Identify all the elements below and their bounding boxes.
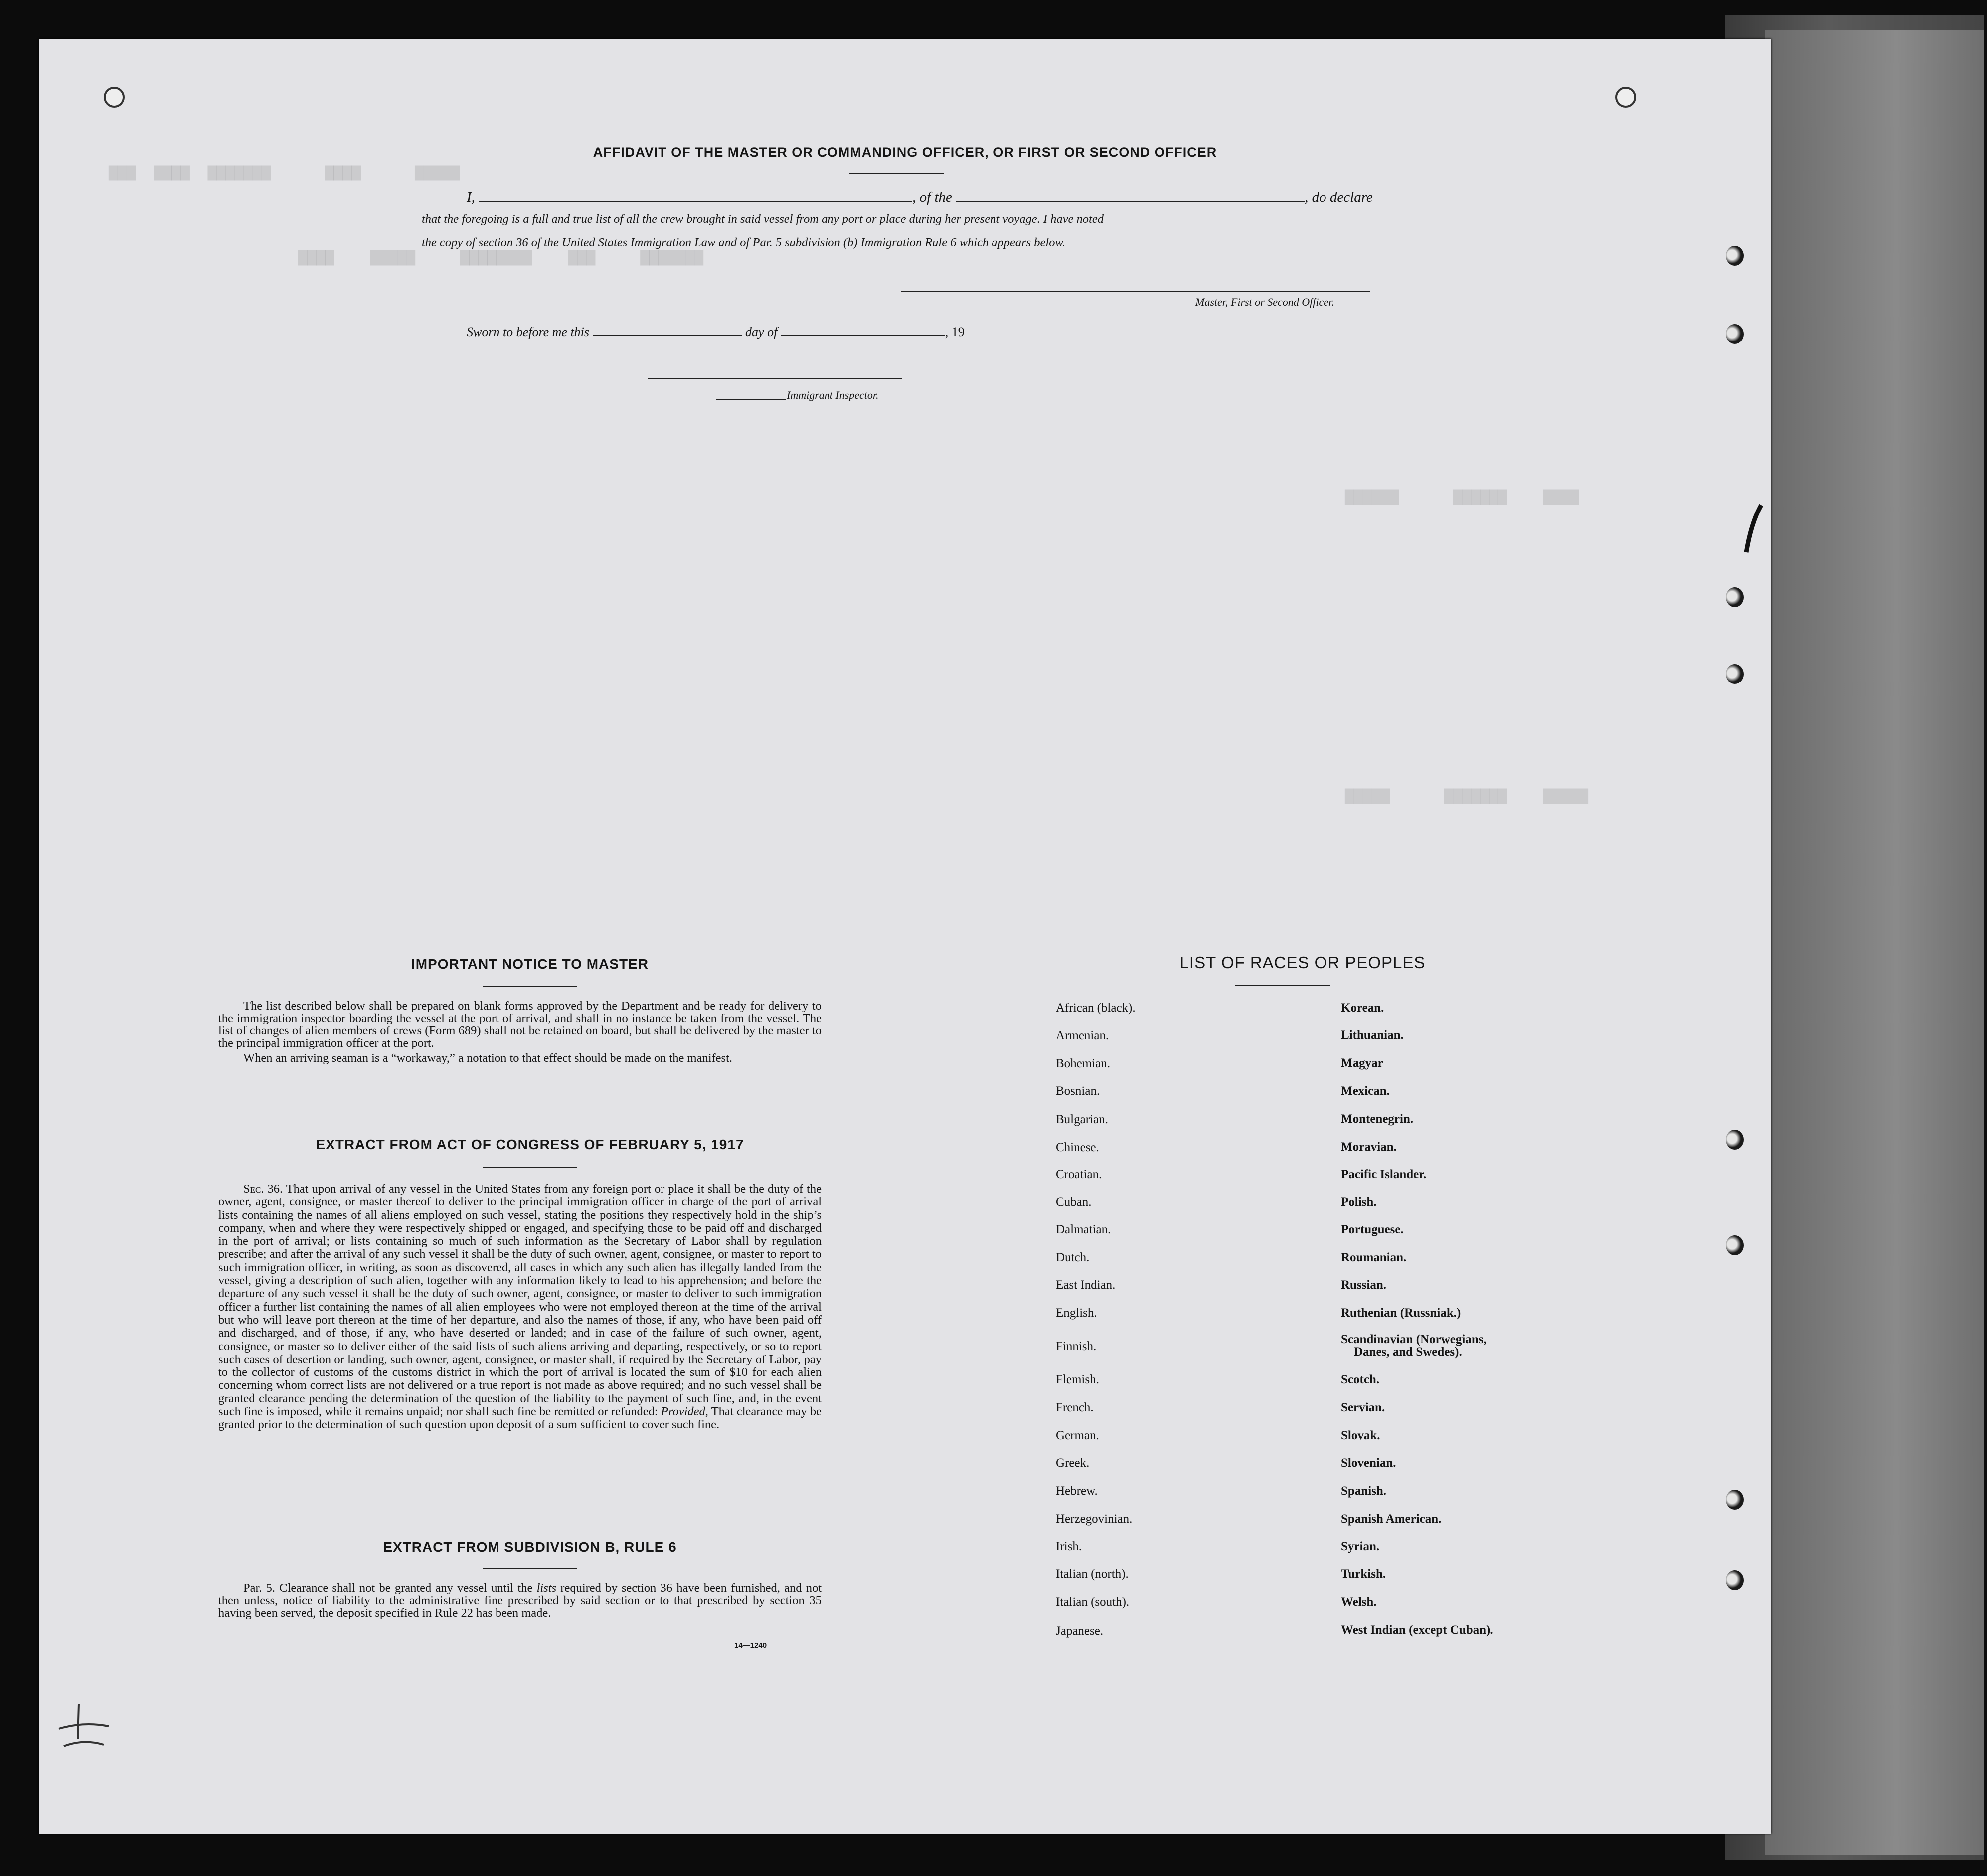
back-sheet-edge (1765, 30, 1984, 1855)
race-item: Finnish. (1056, 1340, 1097, 1353)
race-item: Greek. (1056, 1456, 1090, 1470)
race-item: Moravian. (1341, 1140, 1397, 1154)
race-item: Magyar (1341, 1056, 1383, 1070)
text-year: , 19 (945, 325, 965, 339)
race-item: Flemish. (1056, 1373, 1099, 1386)
handwritten-mark (54, 1699, 114, 1754)
race-item: Korean. (1341, 1001, 1384, 1015)
race-item: East Indian. (1056, 1278, 1116, 1292)
race-item: African (black). (1056, 1001, 1136, 1015)
punch-hole (1726, 324, 1744, 344)
extract-rule-divider (483, 1568, 577, 1569)
affidavit-line-1 (467, 189, 1373, 206)
affidavit-line-2: that the foregoing is a full and true list of all the crew brought in said vessel from any port or place during her present voyage. I have noted (422, 212, 1104, 226)
race-item: Hebrew. (1056, 1484, 1098, 1498)
pen-mark (1741, 503, 1771, 557)
punch-hole (1726, 1570, 1744, 1590)
races-divider (1235, 985, 1330, 986)
par-5-b: required by section 36 have been furnished, and not then unless, notice of liability to the administrative fine prescribed by said section or to that prescribed by section 35 having been served, the deposit specified in Rule 22 has been made. (218, 1581, 822, 1620)
race-item: French. (1056, 1401, 1094, 1414)
race-item: Pacific Islander. (1341, 1168, 1427, 1181)
race-item: Italian (north). (1056, 1567, 1129, 1581)
race-item: Dutch. (1056, 1251, 1090, 1264)
race-item: Danes, and Swedes). (1354, 1345, 1462, 1359)
show-through-shadow: ▇▇▇▇ ▇▇▇▇▇ ▇▇▇▇▇▇▇▇ ▇▇▇ ▇▇▇▇▇▇▇ (298, 248, 703, 266)
race-item: Cuban. (1056, 1195, 1092, 1209)
race-item: Ruthenian (Russniak.) (1341, 1306, 1461, 1320)
race-item: Armenian. (1056, 1029, 1109, 1042)
races-title: LIST OF RACES OR PEOPLES (1179, 953, 1426, 972)
par-5-a: Par. 5. Clearance shall not be granted any vessel until the (243, 1581, 533, 1595)
show-through-shadow: ▇▇▇▇▇ ▇▇▇▇▇▇▇ ▇▇▇▇▇ (1345, 787, 1588, 804)
sec-label: Sec. 36. (243, 1182, 283, 1195)
par-5-text (218, 1582, 822, 1619)
punch-hole (1726, 587, 1744, 607)
text-day-of: day of (745, 325, 778, 339)
race-item: Bulgarian. (1056, 1113, 1108, 1126)
race-item: Turkish. (1341, 1567, 1386, 1581)
extract-act-title: EXTRACT FROM ACT OF CONGRESS OF FEBRUARY 5, 1917 (316, 1137, 744, 1152)
race-item: Croatian. (1056, 1168, 1102, 1181)
sec-36-body: That upon arrival of any vessel in the United States from any foreign port or place it shall be the duty of the owner, agent, consignee, or master thereof to deliver to the principal immigration officer in charge of the port of arrival lists containing the names of all aliens employed on such vessel, stating the positions they respectively hold in the ship’s company, when and where they were respectively shipped or engaged, and specifying those to be paid off and discharged in the port of arrival; or lists containing so much of such information as the Secretary of Labor shall by regulation prescribe; and after the arrival of any such vessel it shall be the duty of such owner, agent, consignee, or master to report to such immigration officer, in writing, as soon as discovered, all cases in which any such alien has illegally landed from the vessel, giving a description of such alien, together with any information likely to lead to his apprehension; and before the departure of any such vessel it shall be the duty of such owner, agent, consignee, or master to deliver to such immigration officer a further list containing the names of all alien employees who were not employed thereon at the time of the arrival but who will leave port thereon at the time of her departure, and also the names of those, if any, who have been paid off and discharged, and of those, if any, who have deserted or landed; and in case of the failure of such owner, agent, consignee, or master so to deliver either of the said lists of such aliens arriving and departing, respectively, or so to report such cases of desertion or landing, such owner, agent, consignee, or master shall, if required by the Secretary of Labor, pay to the collector of customs of the customs district in which the port of arrival is located the sum of $10 for each alien concerning whom correct lists are not delivered or a true report is not made as above required; and no such vessel shall be granted clearance pending the determination of the question of the liability to the payment of such fine, and, in the event such fine is imposed, while it remains unpaid; nor shall such fine be remitted or refunded: (218, 1182, 822, 1419)
race-item: Irish. (1056, 1540, 1082, 1553)
sworn-line (467, 324, 965, 340)
day-blank[interactable] (593, 324, 742, 336)
notice-paragraph-1: The list described below shall be prepared on blank forms approved by the Department and be ready for delivery to the immigration inspector boarding the vessel at the port of arrival, and shall in no instance be taken from the vessel. The list of changes of alien members of crews (Form 689) shall not be retained on board, but shall be delivered by the master to the principal immigration officer at the port. (218, 999, 822, 1050)
master-signature-label: Master, First or Second Officer. (1195, 296, 1334, 308)
extract-act-divider (483, 1167, 577, 1168)
race-item: Chinese. (1056, 1141, 1099, 1154)
notice-divider (483, 986, 577, 987)
race-item: Lithuanian. (1341, 1028, 1404, 1042)
punch-hole (1726, 664, 1744, 684)
race-item: Spanish. (1341, 1484, 1387, 1498)
race-item: Portuguese. (1341, 1223, 1404, 1236)
race-item: West Indian (except Cuban). (1341, 1623, 1493, 1637)
race-item: Scotch. (1341, 1373, 1380, 1386)
provided-word: Provided, (661, 1405, 708, 1419)
race-item: Italian (south). (1056, 1595, 1130, 1609)
text-do-declare: , do declare (1305, 189, 1373, 205)
race-item: Bohemian. (1056, 1057, 1111, 1070)
inspector-signature-line[interactable] (648, 378, 902, 379)
month-blank[interactable] (781, 324, 945, 336)
affidavit-line-3: the copy of section 36 of the United States Immigration Law and of Par. 5 subdivision (b) Immigration Rule 6 which appears below. (422, 236, 1066, 249)
race-item: Servian. (1341, 1401, 1385, 1414)
notice-paragraph-2: When an arriving seaman is a “workaway,” a notation to that effect should be made on the manifest. (243, 1051, 733, 1065)
race-item: Slovak. (1341, 1429, 1380, 1442)
inspector-prefix-line (716, 399, 786, 400)
title-divider (849, 173, 944, 174)
section-36-text (218, 1183, 822, 1432)
notice-title: IMPORTANT NOTICE TO MASTER (411, 956, 649, 972)
race-item: Japanese. (1056, 1624, 1104, 1638)
vessel-blank[interactable] (956, 190, 1305, 202)
affidavit-title: AFFIDAVIT OF THE MASTER OR COMMANDING OFFICER, OR FIRST OR SECOND OFFICER (593, 145, 1217, 160)
race-item: Spanish American. (1341, 1512, 1442, 1526)
extract-rule-title: EXTRACT FROM SUBDIVISION B, RULE 6 (383, 1539, 677, 1555)
punch-hole (1726, 1490, 1744, 1510)
master-signature-line[interactable] (901, 291, 1370, 292)
race-item: Welsh. (1341, 1595, 1377, 1609)
race-item: English. (1056, 1306, 1097, 1320)
race-item: Bosnian. (1056, 1084, 1100, 1098)
ring-hole-right (1615, 87, 1636, 108)
race-item: Polish. (1341, 1195, 1377, 1209)
punch-hole (1726, 246, 1744, 266)
text-i: I, (467, 189, 475, 205)
notice-body (218, 1000, 822, 1064)
lists-word: lists (536, 1581, 557, 1595)
race-item: Syrian. (1341, 1540, 1380, 1553)
race-item: Slovenian. (1341, 1456, 1396, 1470)
punch-hole (1726, 1130, 1744, 1150)
race-item: Herzegovinian. (1056, 1512, 1133, 1526)
ring-hole-left (104, 87, 125, 108)
show-through-shadow: ▇▇▇▇▇▇ ▇▇▇▇▇▇ ▇▇▇▇ (1345, 488, 1579, 505)
text-sworn: Sworn to before me this (467, 325, 590, 339)
race-item: Mexican. (1341, 1084, 1390, 1098)
race-item: Dalmatian. (1056, 1223, 1111, 1236)
document-page (39, 39, 1771, 1834)
punch-hole (1726, 1235, 1744, 1255)
text-of-the: , of the (912, 189, 952, 205)
race-item: Roumanian. (1341, 1251, 1407, 1264)
show-through-shadow: ▇▇▇ ▇▇▇▇ ▇▇▇▇▇▇▇ ▇▇▇▇ ▇▇▇▇▇ (109, 164, 460, 181)
name-blank[interactable] (479, 190, 912, 202)
sec-36-end: That clearance may be granted prior to the determination of such question upon deposit of a sum sufficient to cover such fine. (218, 1405, 822, 1432)
race-item: Russian. (1341, 1278, 1387, 1292)
race-item: Scandinavian (Norwegians, (1341, 1333, 1487, 1346)
inspector-signature-label: Immigrant Inspector. (787, 389, 879, 401)
race-item: Montenegrin. (1341, 1112, 1414, 1126)
form-number: 14—1240 (734, 1641, 767, 1650)
race-item: German. (1056, 1429, 1099, 1442)
